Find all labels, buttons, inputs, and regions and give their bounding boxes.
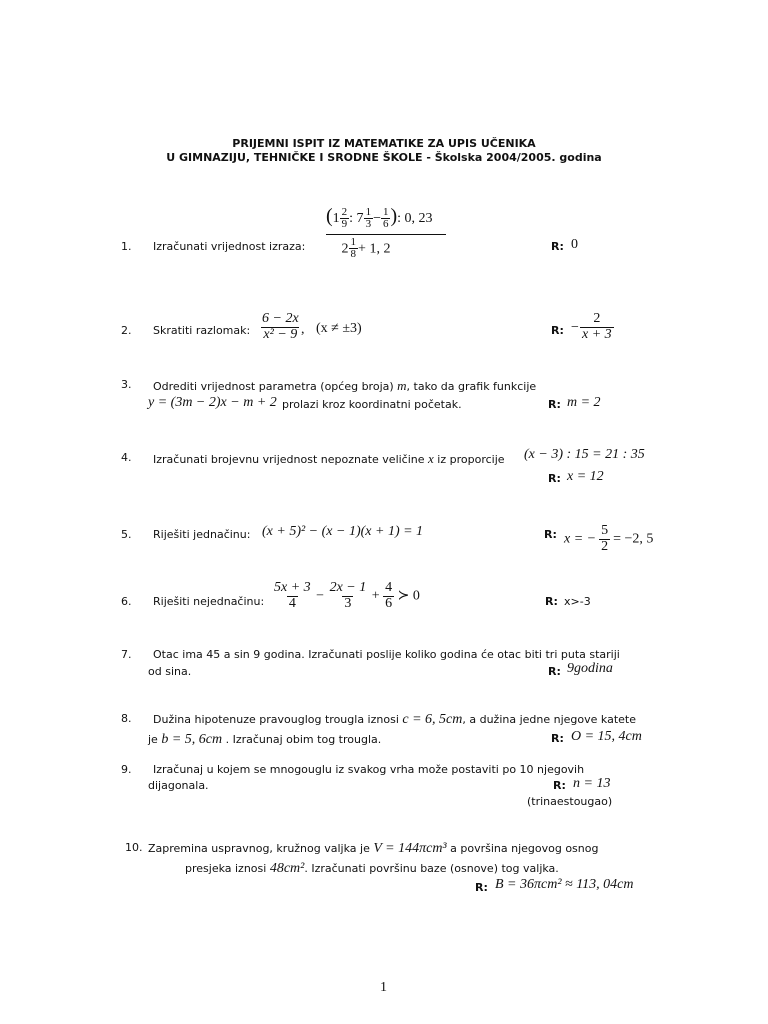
fraction-numerator: 6 − 2x	[262, 311, 299, 326]
function-expression: y = (3m − 2)x − m + 2	[148, 395, 277, 410]
answer: O = 15, 4cm	[571, 729, 642, 744]
answer-numerator: 2	[593, 311, 601, 326]
r-label: R:	[551, 324, 564, 337]
header-line-1: PRIJEMNI ISPIT IZ MATEMATIKE ZA UPIS UČENIKA	[232, 137, 536, 150]
den-tail: + 1, 2	[358, 241, 391, 257]
problem-text-2: je b = 5, 6cm . Izračunaj obim tog trougla.	[148, 732, 382, 747]
problem-number: 1.	[121, 240, 132, 253]
condition: (x ≠ ±3)	[316, 321, 362, 336]
problem-text: Skratiti razlomak:	[153, 324, 251, 337]
problem-text-2: dijagonala.	[148, 779, 209, 792]
r-label: R:	[544, 528, 557, 541]
answer: x>-3	[564, 595, 591, 608]
problem-text: Odrediti vrijednost parametra (općeg broja) m, tako da grafik funkcije	[153, 378, 537, 393]
problem-text: Zapremina uspravnog, kružnog valjka je V = 144πcm³ a površina njegovog osnog	[148, 841, 599, 856]
fraction-denominator: x² − 9	[263, 326, 298, 342]
expression: (1 $\frac{2}{9}$ : 7 $\frac{1}{3}$ − $\frac{1}{6}$ ): 0, 23 2 $\frac{1}{8}$ + 1, 2	[326, 205, 446, 261]
answer: B = 36πcm² ≈ 113, 04cm	[495, 877, 634, 892]
r-label: R:	[548, 665, 561, 678]
problem-text: Dužina hipotenuze pravouglog trougla iznosi c = 6, 5cm, a dužina jedne njegove katete	[153, 712, 637, 727]
page-number: 1	[380, 980, 387, 995]
answer-fraction	[580, 312, 614, 342]
problem-text-2: od sina.	[148, 665, 192, 678]
problem-text-2: prolazi kroz koordinatni početak.	[282, 398, 462, 411]
expr-tail: : 0, 23	[397, 211, 433, 226]
problem-text: Izračunati brojevnu vrijednost nepoznate veličine x iz proporcije	[153, 451, 505, 466]
problem-number: 5.	[121, 528, 132, 541]
problem-number: 2.	[121, 324, 132, 337]
r-label: R:	[548, 398, 561, 411]
problem-text: Otac ima 45 a sin 9 godina. Izračunati poslije koliko godina će otac biti tri puta stariji	[153, 648, 620, 661]
problem-number: 7.	[121, 648, 132, 661]
answer: n = 13	[573, 776, 611, 791]
problem-text: Izračunaj u kojem se mnogouglu iz svakog vrha može postaviti po 10 njegovih	[153, 763, 585, 776]
inequality: $\frac{5x + 3}{4}$ − $\frac{2x - 1}{3}$ + $\frac{4}{6}$ ≻ 0	[274, 580, 420, 611]
answer-note: (trinaestougao)	[527, 795, 613, 808]
r-label: R:	[553, 779, 566, 792]
r-label: R:	[551, 240, 564, 253]
problem-number: 8.	[121, 712, 132, 725]
r-label: R:	[551, 732, 564, 745]
problem-text-2: presjeka iznosi 48cm². Izračunati površinu baze (osnove) tog valjka.	[185, 861, 559, 876]
answer: x = 12	[567, 469, 604, 484]
r-label: R:	[475, 881, 488, 894]
header-line-2: U GIMNAZIJU, TEHNIČKE I SRODNE ŠKOLE - Školska 2004/2005. godina	[166, 151, 602, 164]
answer: 9godina	[567, 661, 613, 676]
answer-denominator: x + 3	[582, 326, 612, 342]
r-label: R:	[545, 595, 558, 608]
problem-number: 3.	[121, 378, 132, 391]
problem-text: Riješiti jednačinu:	[153, 528, 251, 541]
equation: (x + 5)² − (x − 1)(x + 1) = 1	[262, 524, 424, 539]
problem-number: 10.	[125, 841, 143, 854]
fraction	[260, 312, 301, 342]
problem-number: 4.	[121, 451, 132, 464]
problem-text: Izračunati vrijednost izraza:	[153, 240, 306, 253]
problem-text: Riješiti nejednačinu:	[153, 595, 265, 608]
answer: m = 2	[567, 395, 601, 410]
problem-number: 6.	[121, 595, 132, 608]
proportion: (x − 3) : 15 = 21 : 35	[524, 447, 645, 462]
r-label: R:	[548, 472, 561, 485]
answer: x = − $\frac{5}{2}$ = −2, 5	[564, 523, 654, 554]
problem-number: 9.	[121, 763, 132, 776]
answer: 0	[571, 237, 578, 252]
